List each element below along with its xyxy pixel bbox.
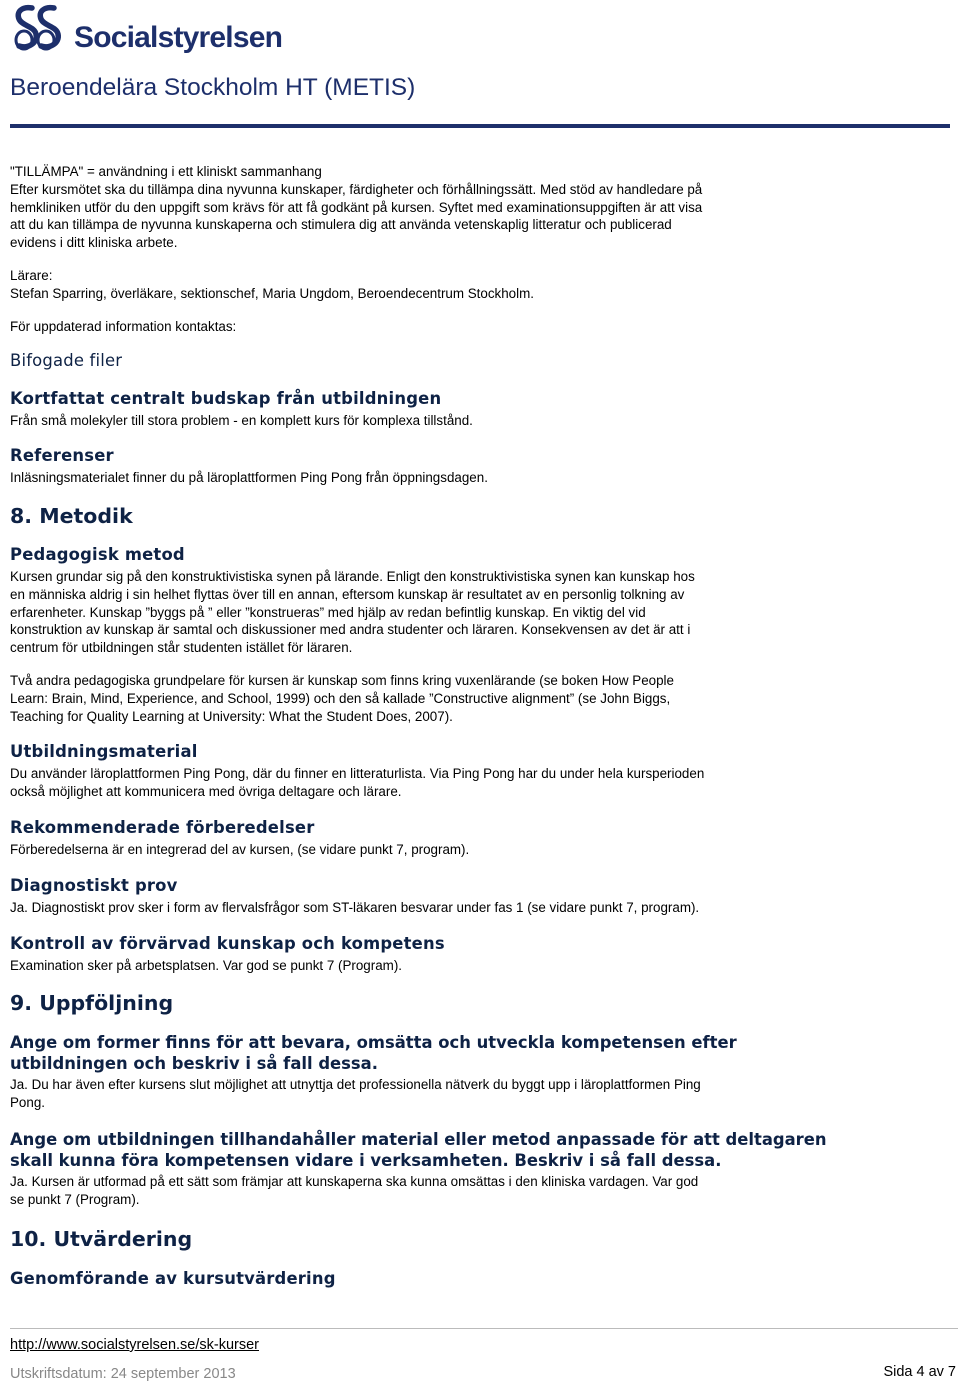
materials-heading: Utbildningsmaterial <box>10 742 198 762</box>
text-line: också möjlighet att kommunicera med övriga deltagare och lärare. <box>10 784 402 800</box>
title-divider <box>10 124 950 128</box>
page-number: Sida 4 av 7 <box>883 1364 956 1380</box>
contact-text: För uppdaterad information kontaktas: <box>10 318 237 334</box>
text-line: hemkliniken utför du den uppgift som krävs för att få godkänt på kursen. Syftet med examinationsuppgiften är att visa <box>10 199 703 215</box>
text-line: se punkt 7 (Program). <box>10 1191 140 1207</box>
assessment-text: Examination sker på arbetsplatsen. Var god se punkt 7 (Program). <box>10 957 402 973</box>
heading-line: skall kunna föra kompetensen vidare i verksamheten. Beskriv i så fall dessa. <box>10 1150 722 1170</box>
text-line: "TILLÄMPA" = användning i ett kliniskt sammanhang <box>10 164 322 179</box>
footer-divider <box>10 1328 958 1329</box>
question-2-heading <box>10 1129 960 1171</box>
summary-heading: Kortfattat centralt budskap från utbildningen <box>10 389 442 409</box>
attached-files-heading: Bifogade filer <box>10 351 123 371</box>
text-line: Pong. <box>10 1095 45 1111</box>
text-line: Ja. Kursen är utformad på ett sätt som främjar att kunskaperna ska kunna omsättas i den kliniska vardagen. Var god <box>10 1173 699 1189</box>
text-line: en människa aldrig i sin helhet flyttas över till en annan, eftersom kunskap är resultatet av en personlig tolkning av <box>10 586 685 602</box>
section-8-heading: 8. Metodik <box>10 503 133 528</box>
heading-line: Ange om former finns för att bevara, omsätta och utveckla kompetensen efter <box>10 1033 737 1053</box>
text-line: konstruktion av kunskap är samtal och diskussioner med andra studenter och läraren. Konsekvensen av det är att i <box>10 622 691 638</box>
text-line: Learn: Brain, Mind, Experience, and School, 1999) och den så kallade ”Constructive alignment” (se John Biggs, <box>10 690 671 706</box>
text-line: centrum för utbildningen står studenten istället för läraren. <box>10 640 353 656</box>
text-line: Teaching for Quality Learning at University: What the Student Does, 2007). <box>10 708 453 724</box>
preparations-heading: Rekommenderade förberedelser <box>10 817 315 837</box>
pedagogy-heading: Pedagogisk metod <box>10 544 185 564</box>
print-date: Utskriftsdatum: 24 september 2013 <box>10 1366 236 1382</box>
heading-line: utbildningen och beskriv i så fall dessa. <box>10 1054 378 1074</box>
text-line: Ja. Du har även efter kursens slut möjlighet att utnyttja det professionella nätverk du byggt upp i läroplattformen Ping <box>10 1077 701 1093</box>
document-title: Beroendelära Stockholm HT (METIS) <box>10 74 416 101</box>
evaluation-heading: Genomförande av kursutvärdering <box>10 1268 336 1288</box>
assessment-heading: Kontroll av förvärvad kunskap och kompetens <box>10 933 445 953</box>
footer-link[interactable]: http://www.socialstyrelsen.se/sk-kurser <box>10 1337 259 1353</box>
document-body <box>10 163 960 1289</box>
diagnostic-test-text: Ja. Diagnostiskt prov sker i form av flervalsfrågor som ST-läkaren besvarar under fas 1 (se vidare punkt 7, program). <box>10 899 700 915</box>
logo-text: Socialstyrelsen <box>74 21 283 54</box>
text-line: erfarenheter. Kunskap ”byggs på ” eller ”konstrueras” med hjälp av redan befintlig kunskap. En viktig del vid <box>10 604 646 620</box>
question-1-heading <box>10 1032 960 1074</box>
text-line: Du använder läroplattformen Ping Pong, där du finner en litteraturlista. Via Ping Pong har du under hela kursperioden <box>10 766 705 782</box>
pedagogy-paragraph <box>10 568 960 657</box>
answer-1-paragraph <box>10 1076 960 1112</box>
materials-paragraph <box>10 765 960 801</box>
socialstyrelsen-emblem-icon <box>10 2 72 54</box>
section-10-heading: 10. Utvärdering <box>10 1226 193 1251</box>
teacher-label: Lärare: <box>10 267 53 283</box>
teacher-text: Stefan Sparring, överläkare, sektionschef, Maria Ungdom, Beroendecentrum Stockholm. <box>10 285 534 301</box>
references-heading: Referenser <box>10 446 114 466</box>
section-9-heading: 9. Uppföljning <box>10 991 174 1016</box>
intro-paragraph <box>10 163 960 252</box>
answer-2-paragraph <box>10 1173 960 1209</box>
logo <box>10 2 282 54</box>
references-text: Inläsningsmaterialet finner du på läroplattformen Ping Pong från öppningsdagen. <box>10 470 488 486</box>
diagnostic-test-heading: Diagnostiskt prov <box>10 875 178 895</box>
text-line: att du kan tillämpa de nyvunna kunskaperna och stimulera dig att använda vetenskaplig litteratur och publicerad <box>10 217 672 233</box>
summary-text: Från små molekyler till stora problem - en komplett kurs för komplexa tillstånd. <box>10 413 473 429</box>
text-line: Kursen grundar sig på den konstruktivistiska synen på lärande. Enligt den konstruktivistiska synen kan kunskap hos <box>10 568 695 584</box>
heading-line: Ange om utbildningen tillhandahåller material eller metod anpassade för att deltagaren <box>10 1129 827 1149</box>
text-line: Efter kursmötet ska du tillämpa dina nyvunna kunskaper, färdigheter och förhållningssätt. Med stöd av handledare på <box>10 181 703 197</box>
text-line: evidens i ditt kliniska arbete. <box>10 235 178 251</box>
preparations-text: Förberedelserna är en integrerad del av kursen, (se vidare punkt 7, program). <box>10 841 470 857</box>
text-line: Två andra pedagogiska grundpelare för kursen är kunskap som finns kring vuxenlärande (se boken How People <box>10 672 674 688</box>
pedagogy-paragraph-2 <box>10 672 960 725</box>
